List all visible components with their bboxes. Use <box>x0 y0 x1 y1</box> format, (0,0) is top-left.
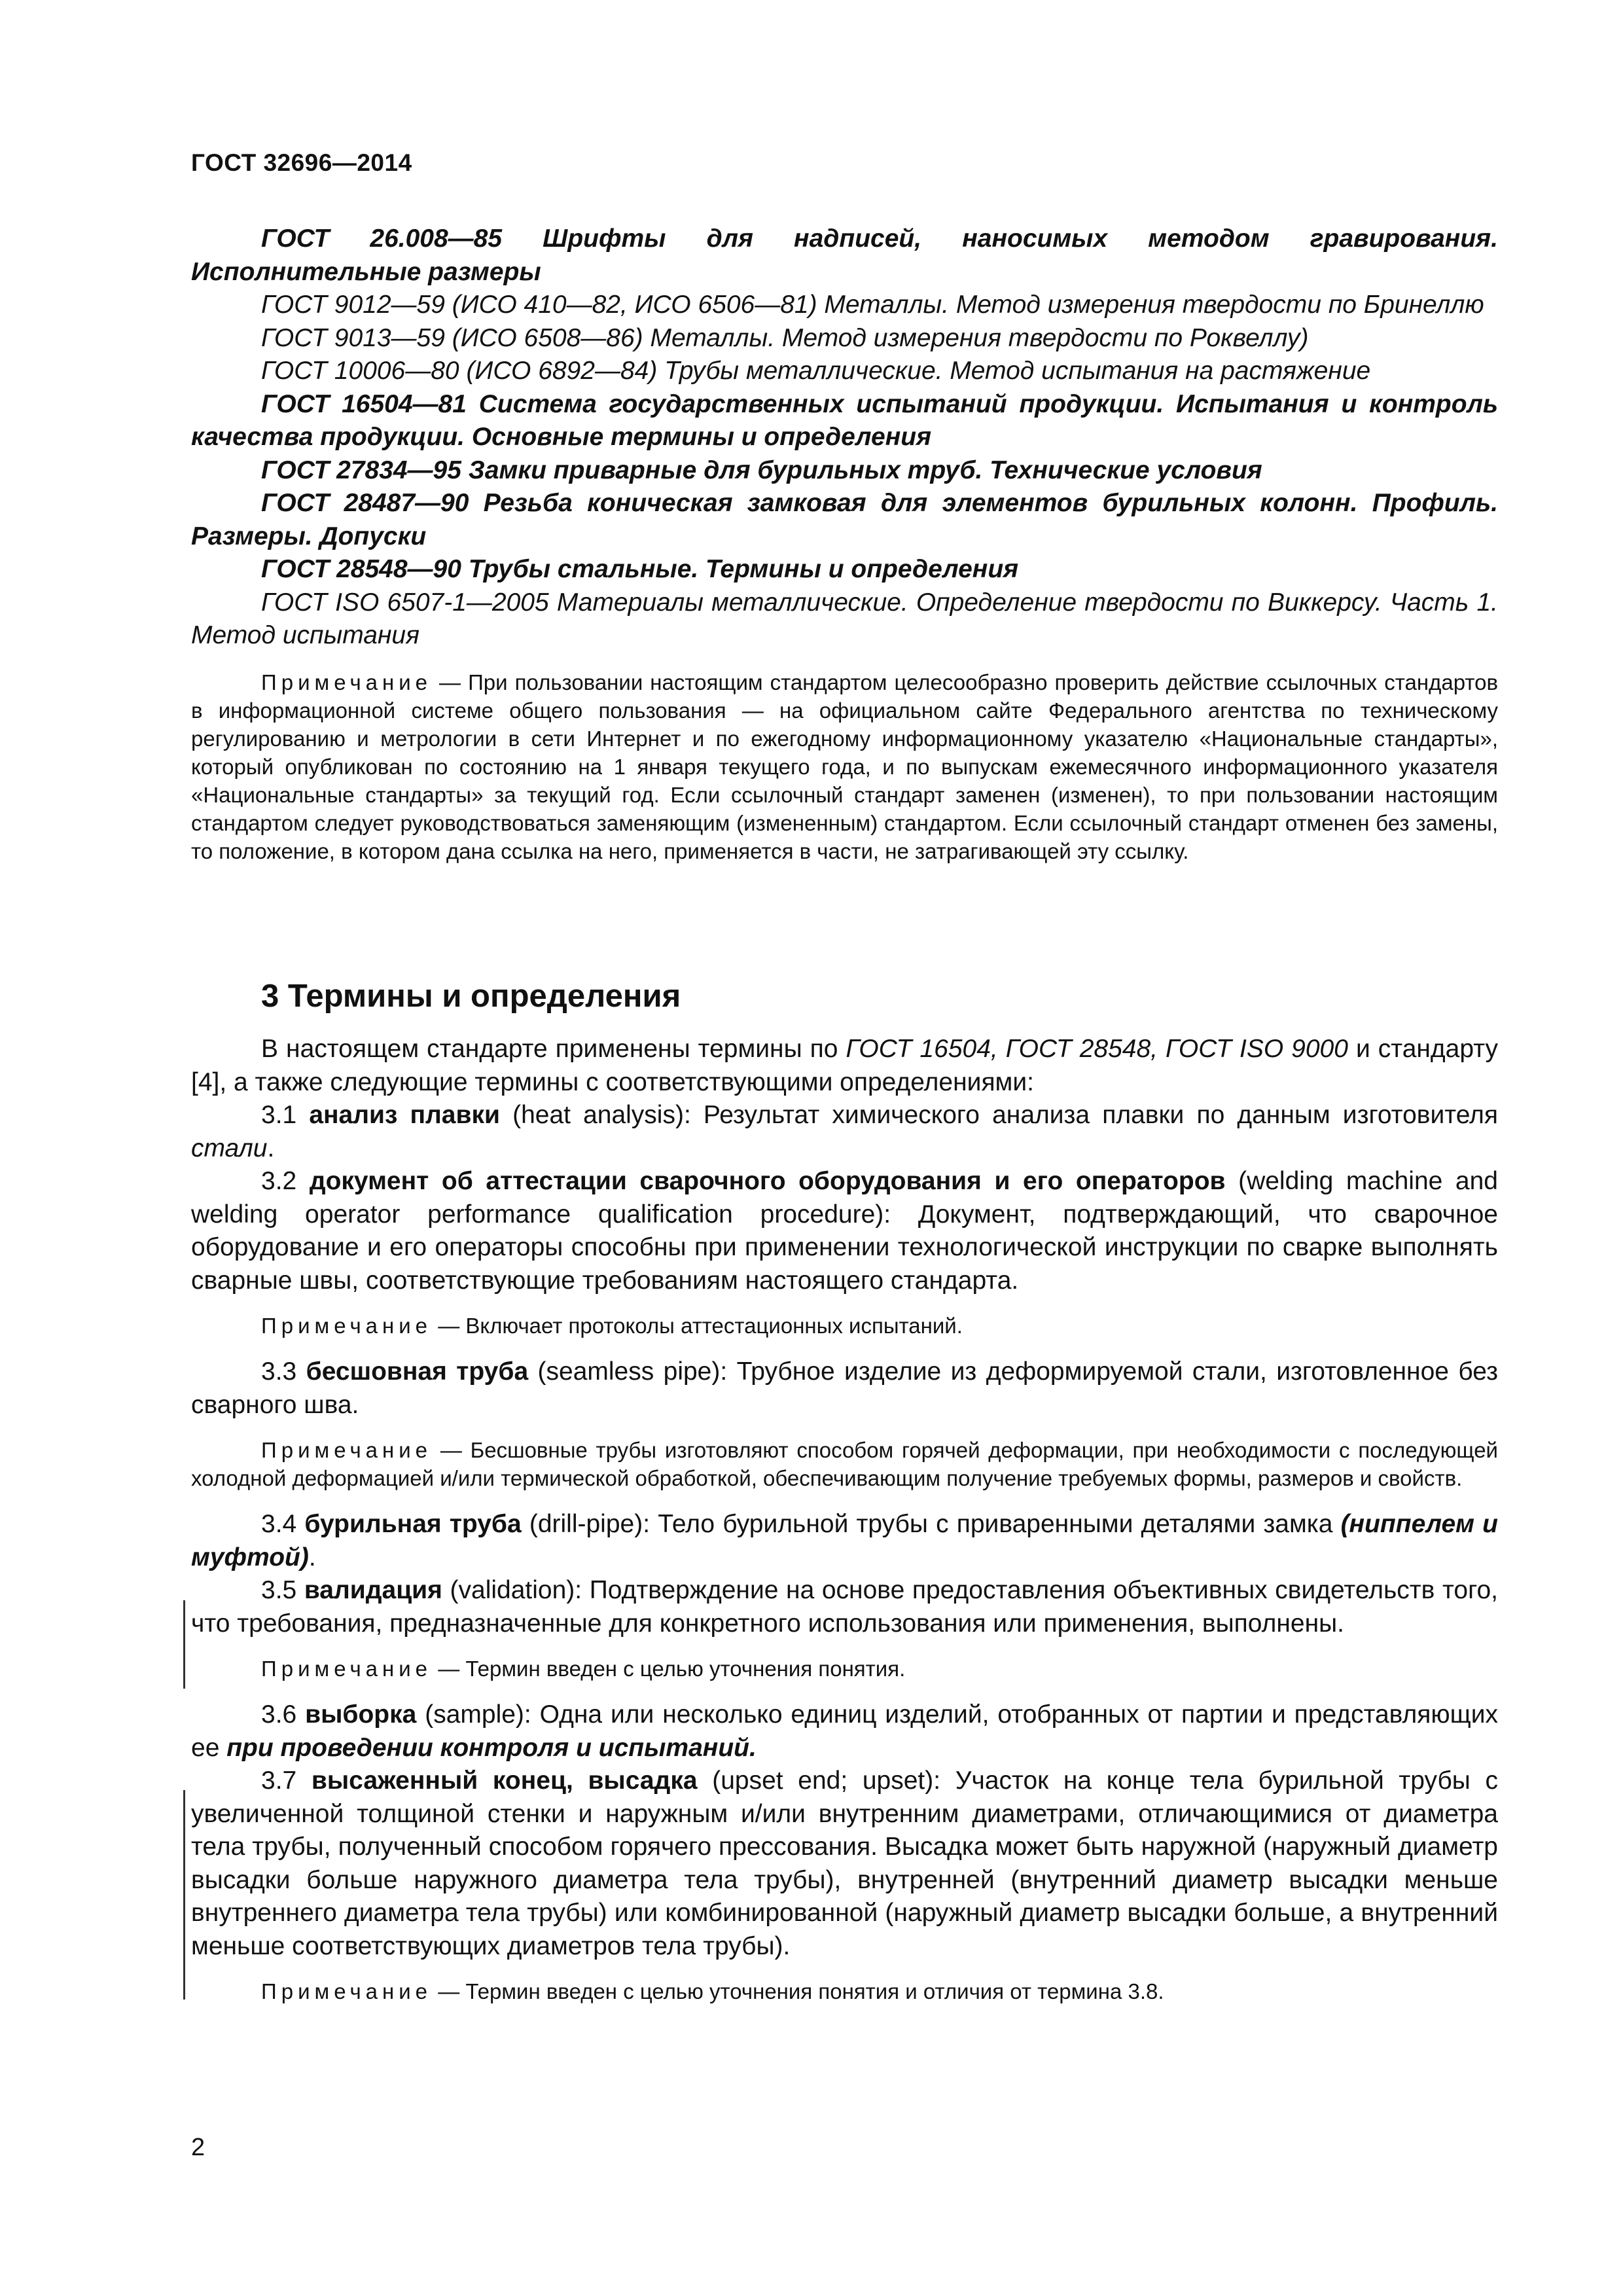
note-3-7: Примечание — Термин введен с целью уточнения понятия и отличия от термина 3.8. <box>261 1979 1164 2003</box>
term-3-3: 3.3 бесшовная труба (seamless pipe): Трубное изделие из деформируемой стали, изготовленное без сварного шва. <box>191 1357 1498 1419</box>
ref-item: ГОСТ 28548—90 Трубы стальные. Термины и определения <box>261 555 1019 583</box>
ref-item: ГОСТ 9013—59 (ИСО 6508—86) Металлы. Метод измерения твердости по Роквеллу) <box>261 323 1309 352</box>
ref-item: ГОСТ 16504—81 Система государственных испытаний продукции. Испытания и контроль качества продукции. Основные термины и определения <box>191 389 1498 451</box>
ref-item: ГОСТ 27834—95 Замки приварные для бурильных труб. Технические условия <box>261 456 1262 484</box>
normative-references <box>191 223 1498 865</box>
term-3-1: 3.1 анализ плавки (heat analysis): Результат химического анализа плавки по данным изготовителя стали. <box>191 1101 1498 1162</box>
term-3-7: 3.7 высаженный конец, высадка (upset end; upset): Участок на конце тела бурильной трубы с увеличенной толщиной стенки и наружным и/или внутренним диаметрами, отличающимися от диаметра тела трубы, полученный способом горячего прессования. Высадка может быть наружной (наружный диаметр высадки больше наружного диаметра тела трубы), внутренней (внутренний диаметр высадки меньше внутреннего диаметра тела трубы) или комбинированной (наружный диаметр высадки больше, а внутренний меньше соответствующих диаметров тела трубы). <box>191 1767 1498 1960</box>
references-note: Примечание — При пользовании настоящим стандартом целесообразно проверить действие ссылочных стандартов в информационной системе общего пользования — на официальном сайте Федерального агентства по техническому регулированию и метрологии в сети Интернет и по ежегодному информационному указателю «Национальные стандарты», который опубликован по состоянию на 1 января текущего года, и по выпускам ежемесячного информационного указателя «Национальные стандарты» за текущий год. Если ссылочный стандарт заменен (изменен), то при пользовании настоящим стандартом следует руководствоваться заменяющим (измененным) стандартом. Если ссылочный стандарт отменен без замены, то положение, в котором дана ссылка на него, применяется в части, не затрагивающей эту ссылку. <box>191 670 1498 863</box>
term-3-6: 3.6 выборка (sample): Одна или несколько единиц изделий, отобранных от партии и представляющих ее при проведении контроля и испытаний. <box>191 1700 1498 1762</box>
change-bar <box>183 1600 185 1689</box>
ref-item: ГОСТ 28487—90 Резьба коническая замковая для элементов бурильных колонн. Профиль. Размеры. Допуски <box>191 489 1498 550</box>
section-intro: В настоящем стандарте применены термины по ГОСТ 16504, ГОСТ 28548, ГОСТ ISO 9000 и стандарту [4], а также следующие термины с соответствующими определениями: <box>191 1035 1499 1096</box>
note-3-5: Примечание — Термин введен с целью уточнения понятия. <box>261 1657 906 1681</box>
ref-item: ГОСТ 10006—80 (ИСО 6892—84) Трубы металлические. Метод испытания на растяжение <box>261 357 1371 385</box>
ref-item: ГОСТ 9012—59 (ИСО 410—82, ИСО 6506—81) Металлы. Метод измерения твердости по Бринеллю <box>261 291 1484 319</box>
terms-body <box>191 1033 1498 2005</box>
note-3-2: Примечание — Включает протоколы аттестационных испытаний. <box>261 1314 963 1338</box>
change-bar <box>183 1790 185 2000</box>
note-label: Примечание <box>261 670 433 694</box>
term-3-2: 3.2 документ об аттестации сварочного оборудования и его операторов (welding machine and welding operator performance qualification procedure): Документ, подтверждающий, что сварочное оборудование и его операторы способны при применении технологической инструкции по сварке выполнять сварные швы, соответствующие требованиям настоящего стандарта. <box>191 1167 1498 1295</box>
term-3-4: 3.4 бурильная труба (drill-pipe): Тело бурильной трубы с приваренными деталями замка (ниппелем и муфтой). <box>191 1510 1498 1571</box>
term-3-5: 3.5 валидация (validation): Подтверждение на основе предоставления объективных свидетельств того, что требования, предназначенные для конкретного использования или применения, выполнены. <box>191 1576 1498 1638</box>
ref-item: ГОСТ 26.008—85 Шрифты для надписей, наносимых методом гравирования. Исполнительные размеры <box>191 224 1498 286</box>
page-number: 2 <box>191 2134 205 2161</box>
ref-item: ГОСТ ISO 6507-1—2005 Материалы металлические. Определение твердости по Виккерсу. Часть 1. Метод испытания <box>191 588 1498 649</box>
page-header: ГОСТ 32696—2014 <box>191 149 412 176</box>
note-3-3: Примечание — Бесшовные трубы изготовляют способом горячей деформации, при необходимости с последующей холодной деформацией и/или термической обработкой, обеспечивающим получение требуемых формы, размеров и свойств. <box>191 1438 1498 1490</box>
section-title: 3 Термины и определения <box>261 978 681 1014</box>
